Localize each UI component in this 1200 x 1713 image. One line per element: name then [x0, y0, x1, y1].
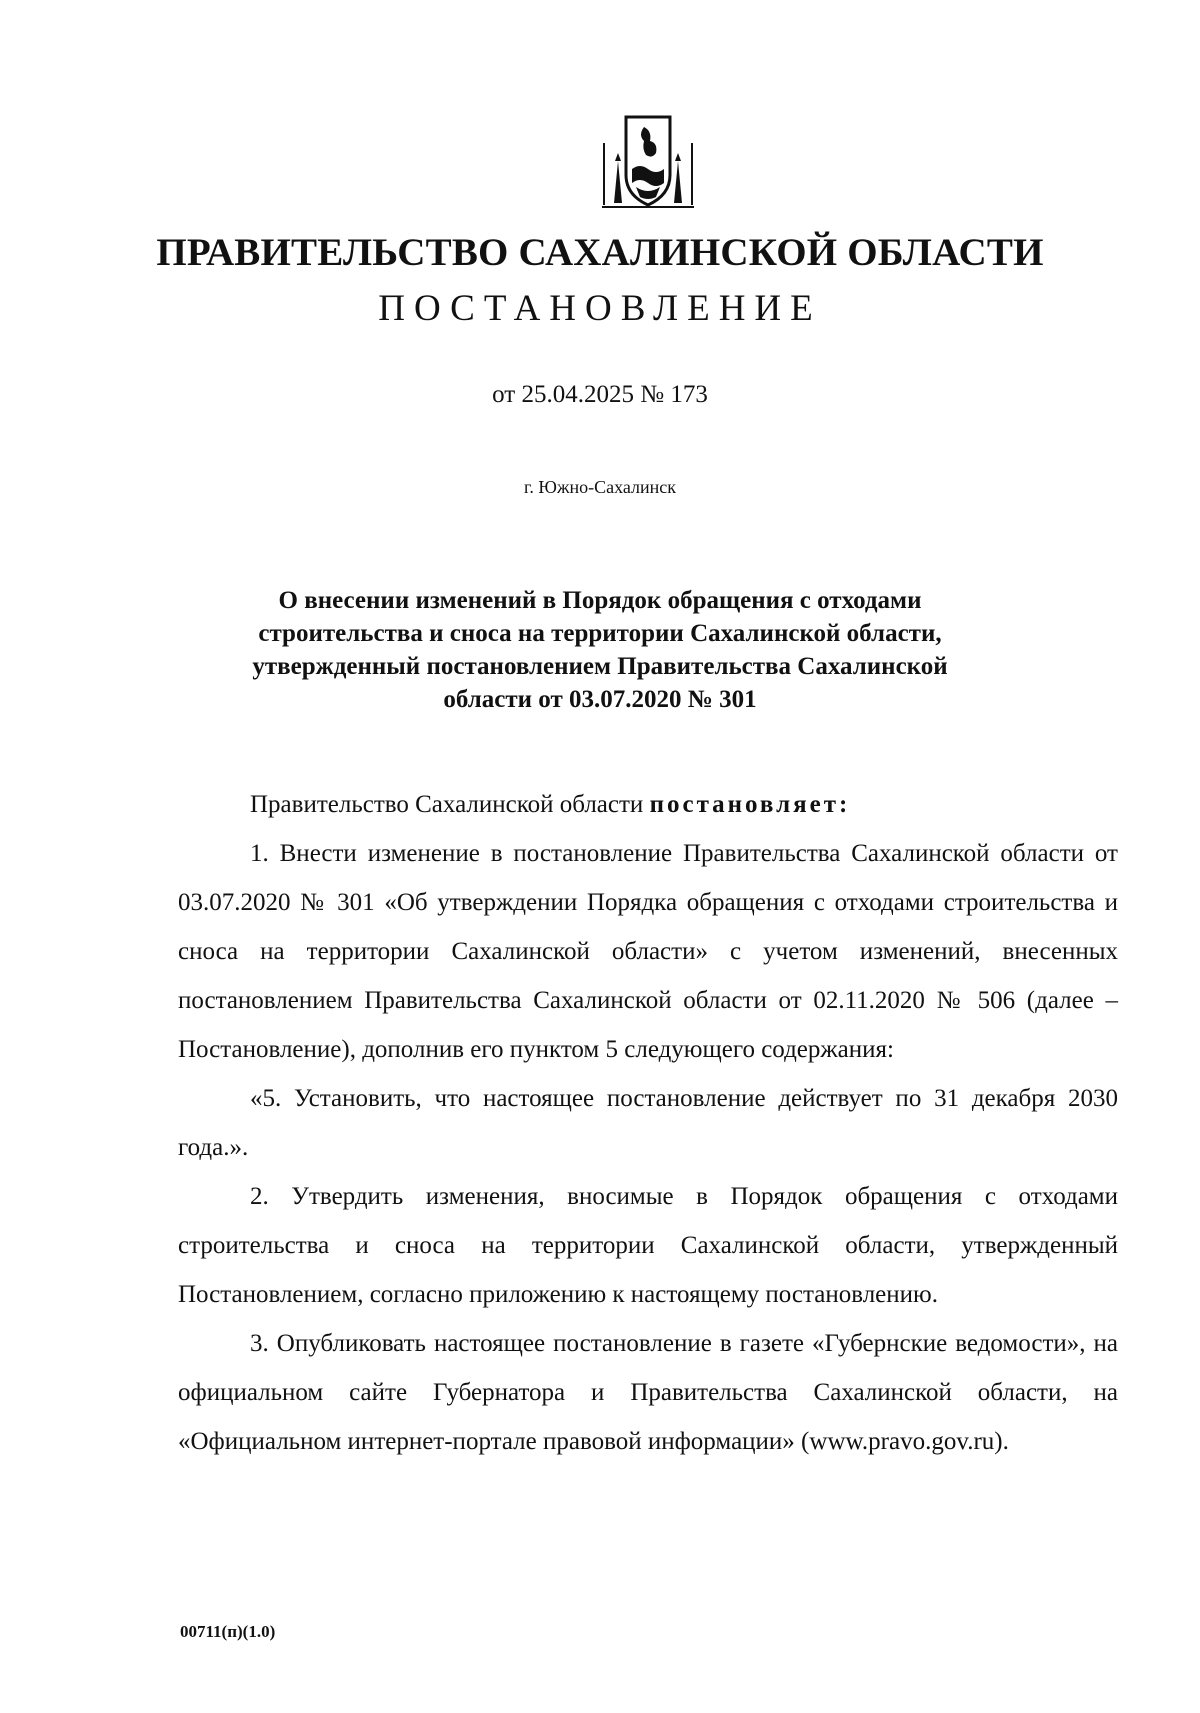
coat-of-arms-icon — [596, 113, 700, 211]
document-subject: О внесении изменений в Порядок обращения с отходами строительства и сноса на территории Сахалинской области, утвержденный постановлением Правительства Сахалинской области от 03.07.2020 № 301 — [252, 587, 948, 713]
paragraph-1-quote: «5. Установить, что настоящее постановление действует по 31 декабря 2030 года.». — [178, 1085, 1118, 1161]
document-city: г. Южно-Сахалинск — [523, 477, 677, 497]
preamble-keyword: постановляет: — [649, 791, 851, 818]
document-body — [178, 780, 1118, 1466]
paragraph-1: 1. Внести изменение в постановление Правительства Сахалинской области от 03.07.2020 № 301 «Об утверждении Порядка обращения с отходами строительства и сноса на территории Сахалинской области» с учетом изменений, внесенных постановлением Правительства Сахалинской области от 02.11.2020 № 506 (далее – Постановление), дополнив его пунктом 5 следующего содержания: — [178, 840, 1118, 1063]
paragraph-3: 3. Опубликовать настоящее постановление в газете «Губернские ведомости», на официальном сайте Губернатора и Правительства Сахалинской области, на «Официальном интернет-портале правовой информации» (www.pravo.gov.ru). — [178, 1330, 1118, 1455]
paragraph-2: 2. Утвердить изменения, вносимые в Порядок обращения с отходами строительства и сноса на территории Сахалинской области, утвержденный Постановлением, согласно приложению к настоящему постановлению. — [178, 1183, 1118, 1308]
organization-title: ПРАВИТЕЛЬСТВО САХАЛИНСКОЙ ОБЛАСТИ — [156, 231, 1044, 274]
preamble-prefix: Правительство Сахалинской области — [250, 791, 650, 818]
preamble — [178, 780, 1118, 829]
document-number: от 25.04.2025 № 173 — [492, 381, 708, 408]
form-code: 00711(п)(1.0) — [180, 1622, 276, 1641]
document-type: ПОСТАНОВЛЕНИЕ — [378, 288, 822, 329]
